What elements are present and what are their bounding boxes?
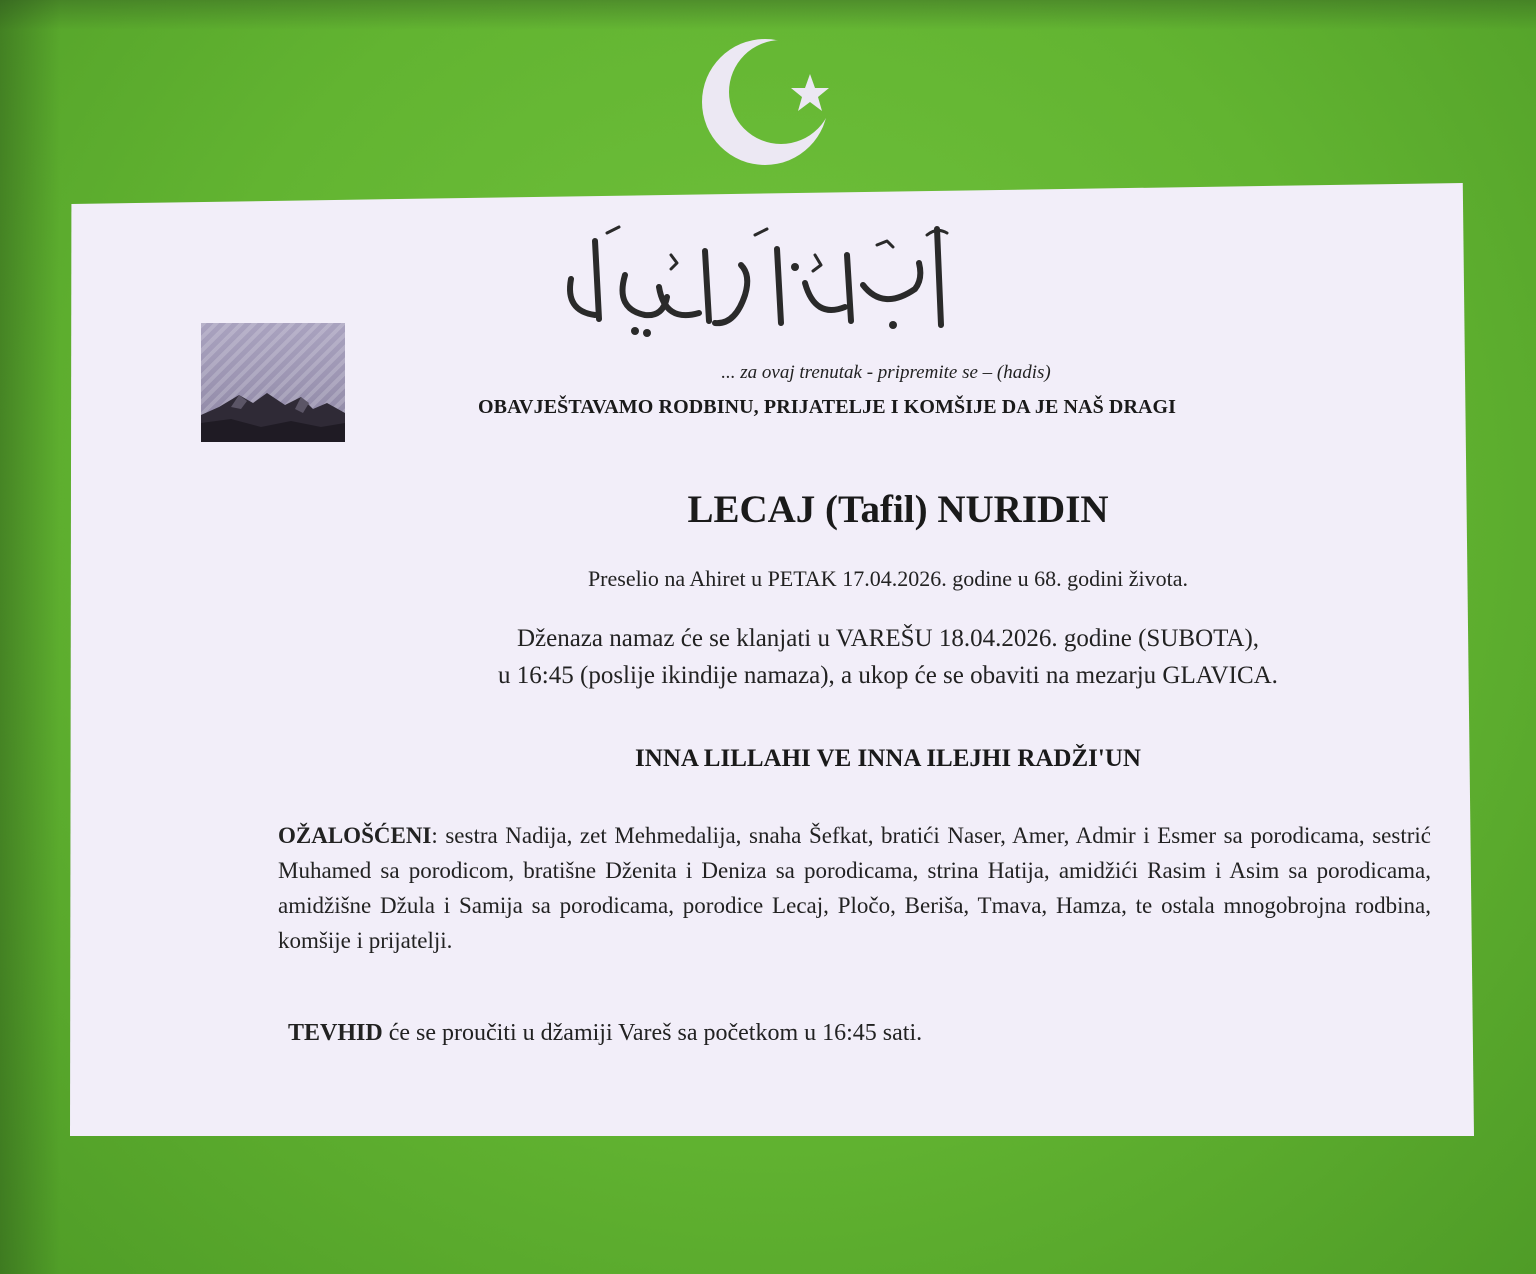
tevhid-line — [288, 1020, 922, 1047]
funeral-info — [0, 620, 1536, 694]
death-date-line: Preselio na Ahiret u PETAK 17.04.2026. godine u 68. godini života. — [587, 566, 1189, 591]
deceased-name: LECAJ (Tafil) NURIDIN — [687, 488, 1109, 531]
funeral-line-2: u 16:45 (poslije ikindije namaza), a ukop će se obaviti na mezarju GLAVICA. — [498, 662, 1278, 689]
mourners-paragraph — [278, 818, 1431, 958]
tevhid-text: će se proučiti u džamiji Vareš sa početkom u 16:45 sati. — [382, 1020, 923, 1046]
tevhid-label: TEVHID — [288, 1020, 383, 1046]
funeral-line-1: Dženaza namaz će se klanjati u VAREŠU 18.04.2026. godine (SUBOTA), — [516, 625, 1260, 652]
arabic-calligraphy — [555, 215, 975, 345]
mourners-text: : sestra Nadija, zet Mehmedalija, snaha Šefkat, bratići Naser, Amer, Admir i Esmer sa porodicama, sestrić Muhamed sa porodicom, bratišne Dženita i Deniza sa porodicama, strina Hatija, amidžići Rasim i Asim sa porodicama, amidžišne Džula i Samija sa porodicama, porodice Lecaj, Pločo, Beriša, Tmava, Hamza, te ostala mnogobrojna rodbina, komšije i prijatelji. — [278, 823, 1431, 953]
crescent-star-icon — [690, 22, 840, 172]
inna-lillahi-verse: INNA LILLAHI VE INNA ILEJHI RADŽI'UN — [635, 745, 1141, 772]
mourners-label: OŽALOŠĆENI — [278, 823, 432, 848]
hadis-text: ... za ovaj trenutak - pripremite se – (hadis) — [721, 362, 1051, 383]
hadis-quote — [0, 362, 1536, 384]
announcement-heading: OBAVJEŠTAVAMO RODBINU, PRIJATELJE I KOMŠIJE DA JE NAŠ DRAGI — [478, 396, 1177, 418]
